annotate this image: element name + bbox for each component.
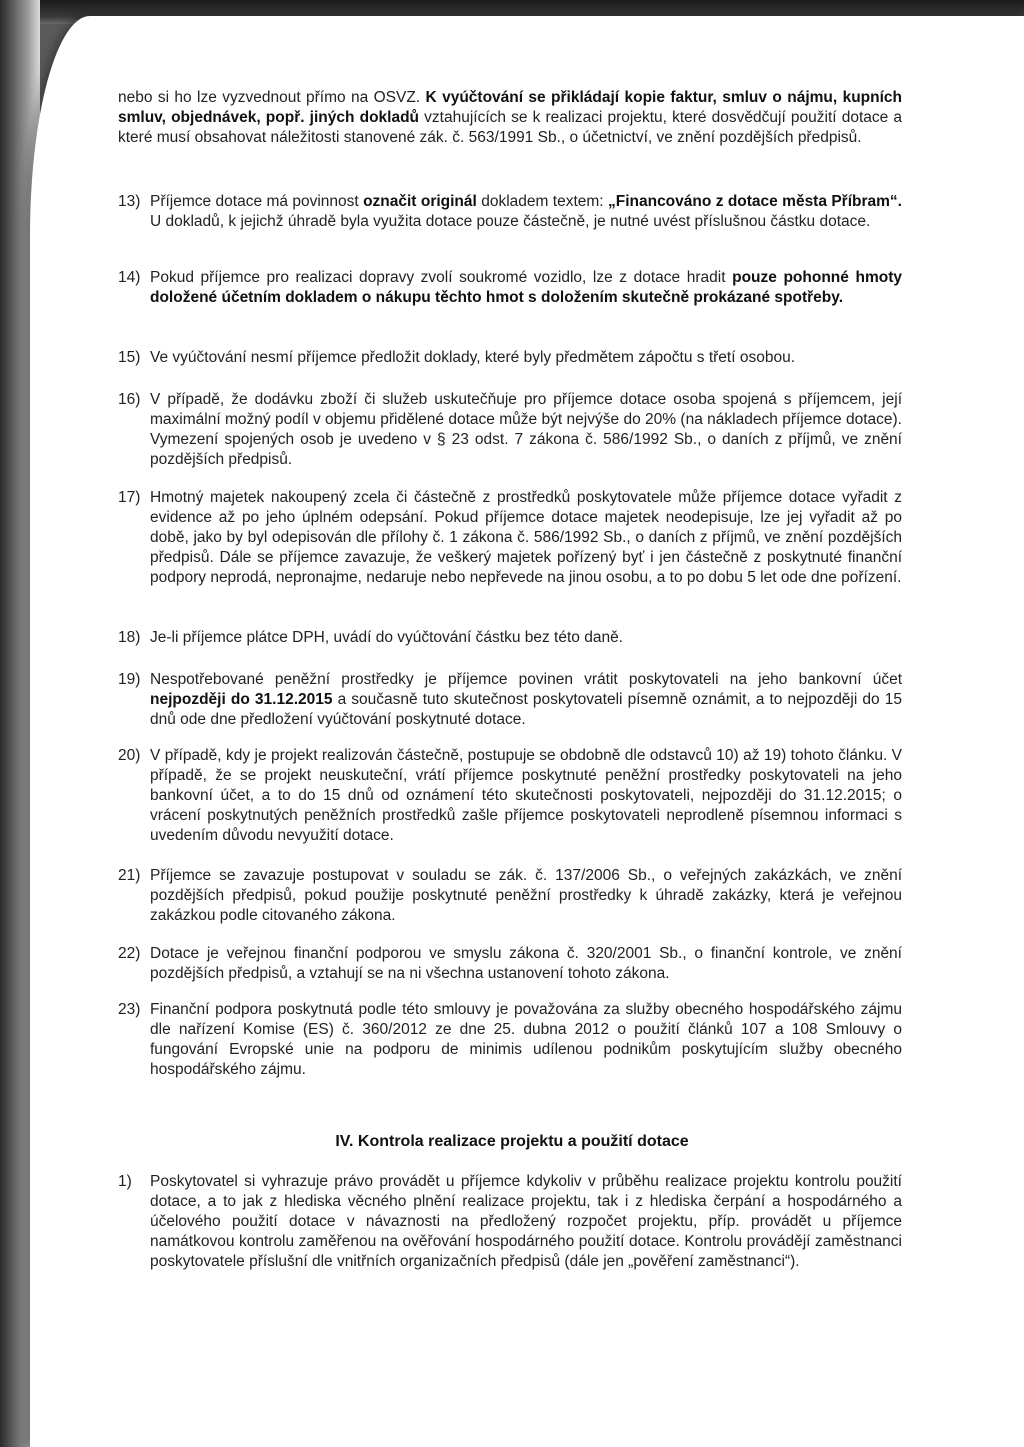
clause-text: Příjemce se zavazuje postupovat v souladu se zák. č. 137/2006 Sb., o veřejných zakázkách, ve znění pozdějších předpisů, pokud použije poskytnuté peněžní prostředky k úhradě zakázky, která je veřejnou zakázkou podle citovaného zákona. bbox=[150, 867, 902, 924]
clause-text: Dotace je veřejnou finanční podporou ve smyslu zákona č. 320/2001 Sb., o finanční kontrole, ve znění pozdějších předpisů, a vztahují se na ni všechna ustanovení tohoto zákona. bbox=[150, 945, 902, 982]
clause-13-bold-2: „Financováno z dotace města Příbram“. bbox=[607, 193, 902, 210]
clause-19-text-2: a současně tuto skutečnost poskytovateli písemně oznámit, a to nejpozději do 15 dnů ode dne předložení vyúčtování poskytnuté dotace. bbox=[150, 691, 902, 728]
clause-number: 22) bbox=[118, 945, 141, 962]
clause-13-text-1: Příjemce dotace má povinnost bbox=[150, 193, 364, 210]
clause-text: Ve vyúčtování nesmí příjemce předložit doklady, které byly předmětem zápočtu s třetí osobou. bbox=[150, 349, 795, 366]
intro-bold-1: K vyúčtování se přikládají kopie faktur, smluv o nájmu, kupních smluv, objednávek, popř. jiných dokladů bbox=[118, 89, 902, 126]
clause-13-text-2: dokladem textem: bbox=[476, 193, 608, 210]
clause-19-text-1: Nespotřebované peněžní prostředky je příjemce povinen vrátit poskytovateli na jeho bankovní účet bbox=[150, 671, 902, 688]
clause-number: 13) bbox=[118, 193, 141, 210]
clause-text: Hmotný majetek nakoupený zcela či částečně z prostředků poskytovatele může příjemce dotace vyřadit z evidence až po jeho úplném odepsání. Pokud příjemce dotace majetek neodepisuje, lze jej vyřadit až po době, jako by byl odepisován dle přílohy č. 1 zákona č. 586/1992 Sb., o daních z příjmů, ve znění pozdějších předpisů. Dále se příjemce zavazuje, že veškerý majetek pořízený byť i jen částečně z poskytnuté finanční podpory neprodá, nepronajme, nedaruje nebo nepřevede na jinou osobu, a to po dobu 5 let ode dne pořízení. bbox=[150, 489, 902, 586]
clause-text bbox=[150, 670, 902, 730]
clause-text bbox=[150, 268, 902, 308]
clause-text: Poskytovatel si vyhrazuje právo provádět u příjemce kdykoliv v průběhu realizace projektu kontrolu použití dotace, a to jak z hlediska věcného plnění realizace projektu, tak i z hlediska čerpání a hospodárného a účelového použití dotace v návaznosti na předložený rozpočet projektu, příp. provádět u příjemce namátkovou kontrolu zaměřenou na ověřování hospodárného použití dotace. Kontrolu provádějí zaměstnanci poskytovatele příslušní dle vnitřních organizačních předpisů (dále jen „pověření zaměstnanci“). bbox=[150, 1173, 902, 1270]
clause-number: 18) bbox=[118, 629, 141, 646]
intro-text-2: vztahujících se k realizaci projektu, které dosvědčují použití dotace a které musí obsahovat náležitosti stanovené zák. č. 563/1991 Sb., o účetnictví, ve znění pozdějších předpisů. bbox=[118, 109, 903, 146]
clause-number: 20) bbox=[118, 747, 141, 764]
clause-19-bold-1: nejpozději do 31.12.2015 bbox=[150, 691, 333, 708]
clause-13-bold-1: označit originál bbox=[363, 193, 477, 210]
clause-number: 17) bbox=[118, 489, 141, 506]
clause-text: V případě, kdy je projekt realizován částečně, postupuje se obdobně dle odstavců 10) až 19) tohoto článku. V případě, že se projekt neuskuteční, vrátí příjemce poskytnuté peněžní prostředky poskytovateli na jeho bankovní účet, a to do 15 dnů od oznámení této skutečnosti poskytovateli, nejpozději do 31.12.2015; o vrácení poskytnutých peněžních prostředků zašle příjemce poskytovateli neprodleně písemnou informaci s uvedením důvodu nevyužití dotace. bbox=[150, 747, 902, 844]
clause-number: 21) bbox=[118, 867, 141, 884]
intro-text-1: nebo si ho lze vyzvednout přímo na OSVZ. bbox=[118, 89, 426, 106]
section-heading: IV. Kontrola realizace projektu a použití dotace bbox=[335, 1133, 689, 1150]
clause-number: 14) bbox=[118, 269, 141, 286]
clause-text: V případě, že dodávku zboží či služeb uskutečňuje pro příjemce dotace osoba spojená s příjemcem, její maximální možný podíl v objemu přidělené dotace může být nejvýše do 20% (na nákladech příjemce dotace). Vymezení spojených osob je uvedeno v § 23 odst. 7 zákona č. 586/1992 Sb., o daních z příjmů, ve znění pozdějších předpisů. bbox=[150, 391, 902, 468]
clause-14-text-1: Pokud příjemce pro realizaci dopravy zvolí soukromé vozidlo, lze z dotace hradit bbox=[150, 269, 733, 286]
clause-number: 1) bbox=[118, 1173, 132, 1190]
clause-text: Finanční podpora poskytnutá podle této smlouvy je považována za služby obecného hospodářského zájmu dle nařízení Komise (ES) č. 360/2012 ze dne 25. dubna 2012 o použití článků 107 a 108 Smlouvy o fungování Evropské unie na podporu de minimis udílenou podnikům poskytujícím služby obecného hospodářského zájmu. bbox=[150, 1001, 902, 1078]
intro-paragraph bbox=[118, 88, 902, 148]
clause-number: 23) bbox=[118, 1001, 141, 1018]
clause-text bbox=[150, 192, 902, 232]
clause-number: 16) bbox=[118, 391, 141, 408]
clause-number: 19) bbox=[118, 671, 141, 688]
clause-14-bold-1: pouze pohonné hmoty doložené účetním dokladem o nákupu těchto hmot s doložením skutečně prokázané spotřeby. bbox=[150, 269, 902, 306]
clause-number: 15) bbox=[118, 349, 141, 366]
clause-13-text-3: U dokladů, k jejichž úhradě byla využita dotace pouze částečně, je nutné uvést příslušnou částku dotace. bbox=[150, 213, 871, 230]
clause-text: Je-li příjemce plátce DPH, uvádí do vyúčtování částku bez této daně. bbox=[150, 629, 623, 646]
